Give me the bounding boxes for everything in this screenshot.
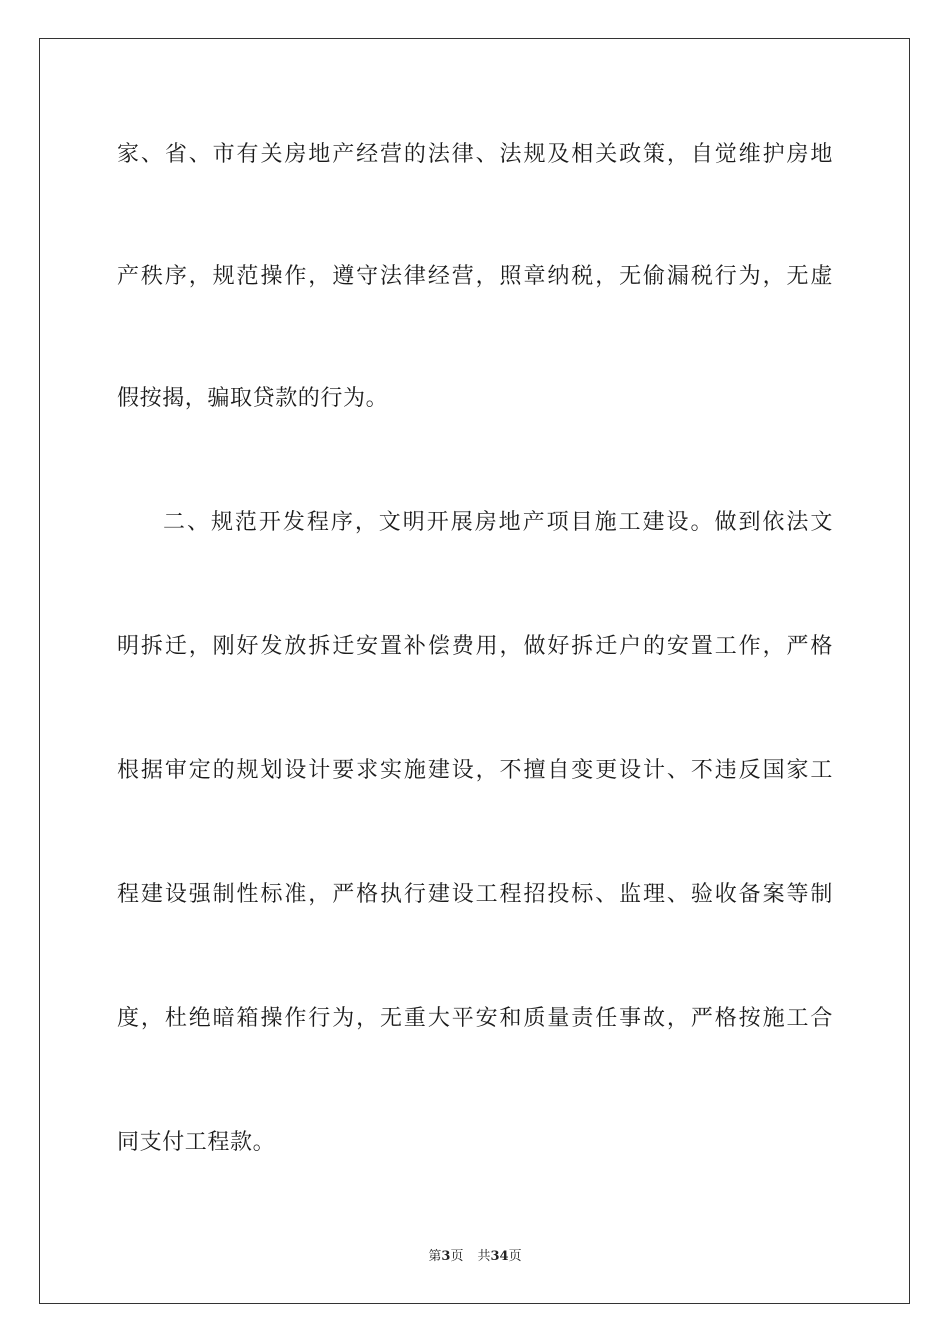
text-line: 同支付工程款。 bbox=[117, 1130, 276, 1155]
total-pages: 34 bbox=[490, 1249, 509, 1264]
text-line: 程建设强制性标准，严格执行建设工程招投标、监理、验收备案等制 bbox=[117, 882, 833, 907]
text-line: 产秩序，规范操作，遵守法律经营，照章纳税，无偷漏税行为，无虚 bbox=[117, 264, 833, 289]
text-line: 度，杜绝暗箱操作行为，无重大平安和质量责任事故，严格按施工合 bbox=[117, 1006, 833, 1031]
page-number: 3 bbox=[441, 1249, 451, 1264]
total-suffix: 页 bbox=[508, 1249, 522, 1264]
text-line: 明拆迁，刚好发放拆迁安置补偿费用，做好拆迁户的安置工作，严格 bbox=[117, 634, 833, 659]
text-line: 假按揭，骗取贷款的行为。 bbox=[117, 386, 389, 411]
paragraph-first-line: 二、规范开发程序，文明开展房地产项目施工建设。做到依法文 bbox=[163, 510, 833, 535]
text-line: 家、省、市有关房地产经营的法律、法规及相关政策，自觉维护房地 bbox=[117, 142, 833, 167]
page-footer bbox=[0, 1248, 950, 1266]
page-suffix: 页 bbox=[450, 1249, 464, 1264]
total-prefix: 共 bbox=[477, 1249, 491, 1264]
page-prefix: 第 bbox=[428, 1249, 442, 1264]
page-border bbox=[39, 38, 910, 1304]
text-line: 根据审定的规划设计要求实施建设，不擅自变更设计、不违反国家工 bbox=[117, 758, 833, 783]
